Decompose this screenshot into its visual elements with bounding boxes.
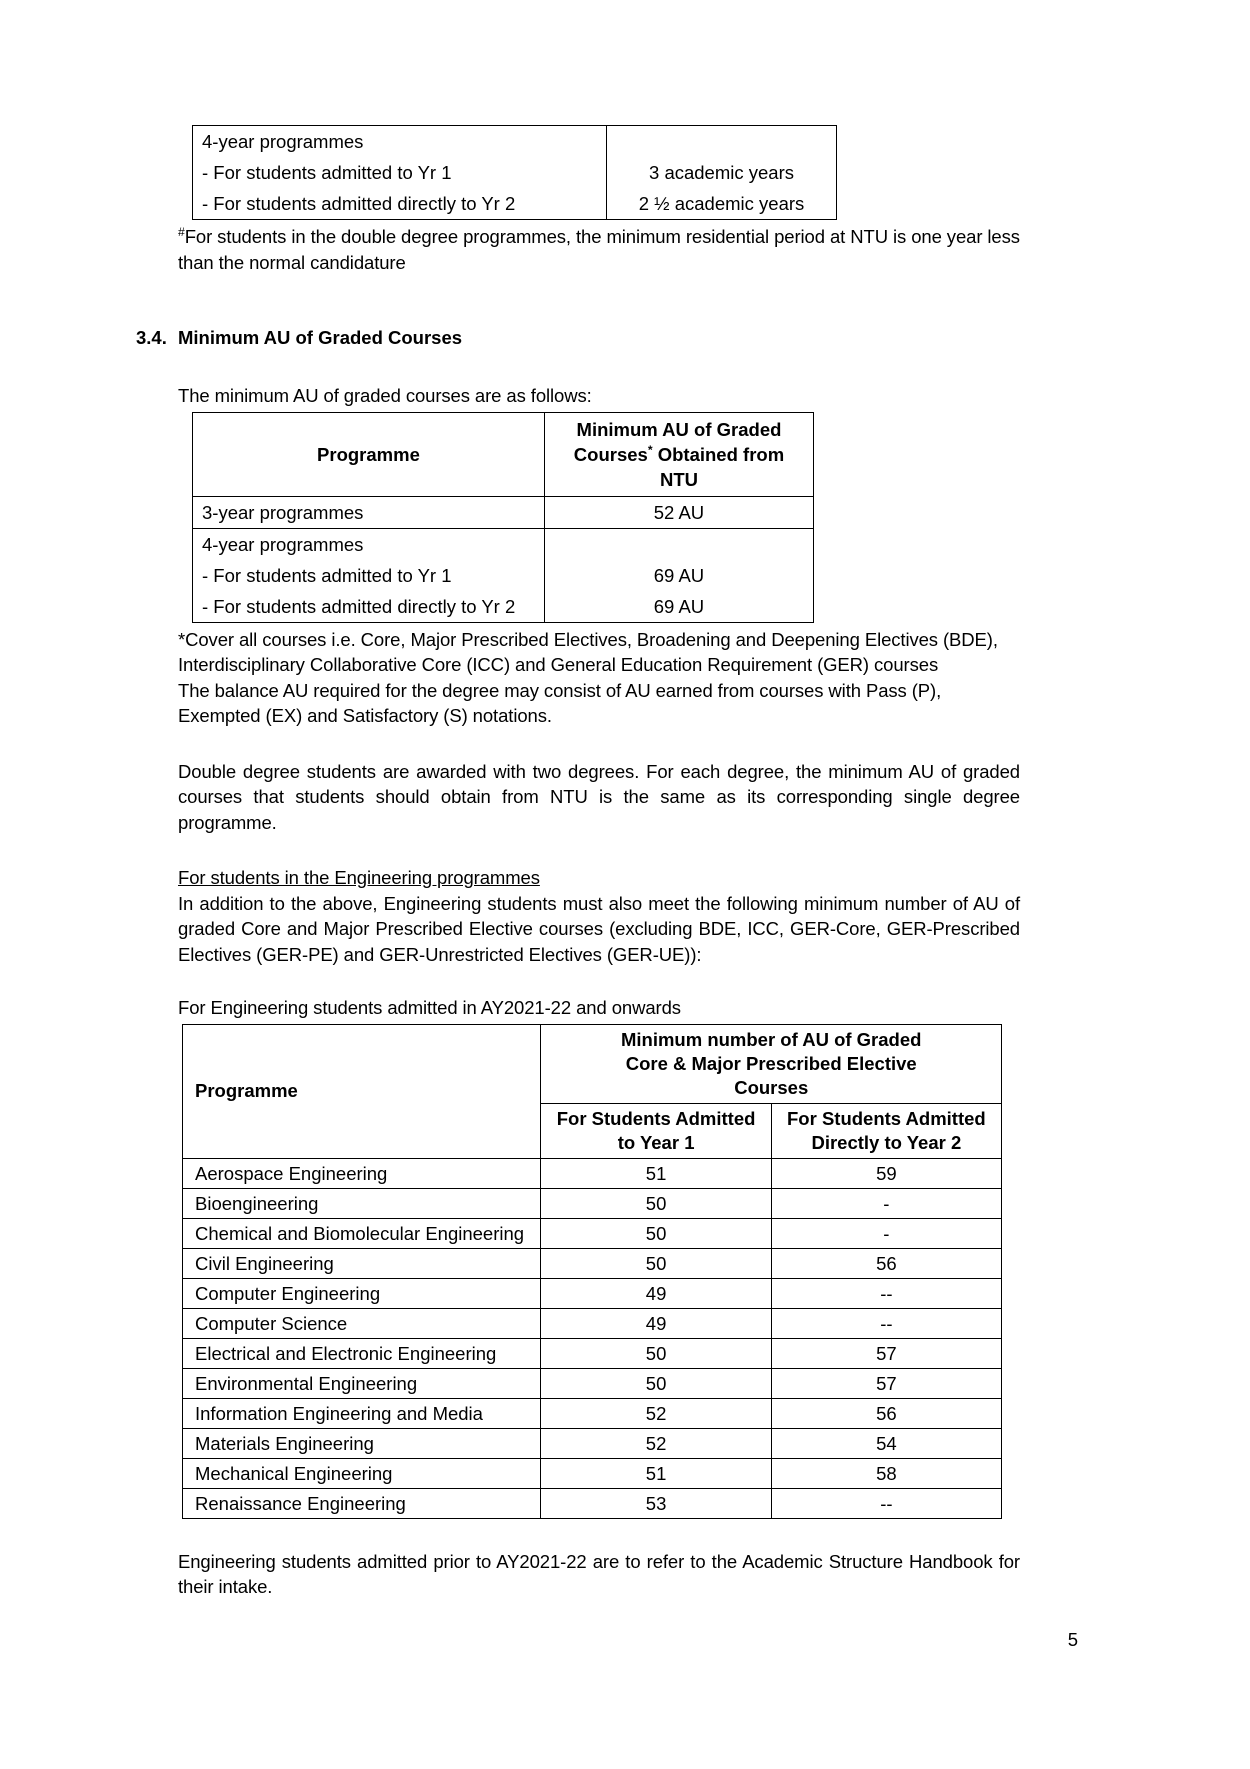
minau-value-0: 52 AU	[544, 496, 813, 528]
engineering-subheading: For students in the Engineering programmes	[178, 867, 540, 888]
table-row	[183, 1338, 1002, 1368]
table-row	[193, 560, 814, 591]
table-row	[183, 1188, 1002, 1218]
eng-programme-4: Computer Engineering	[183, 1278, 541, 1308]
group-header-line1: Minimum number of AU of Graded	[620, 1028, 922, 1050]
year2-header-line2: Directly to Year 2	[811, 1131, 962, 1153]
minau-programme-0: 3-year programmes	[193, 496, 545, 528]
minau-value-1	[544, 528, 813, 560]
table-row	[193, 188, 837, 220]
page-title: Minimum AU of Graded Courses	[178, 327, 463, 348]
eng-programme-11: Renaissance Engineering	[183, 1488, 541, 1518]
asterisk-footnote-line4: Exempted (EX) and Satisfactory (S) notations.	[178, 705, 552, 726]
eng-year2-2: -	[771, 1218, 1001, 1248]
eng-year1-11: 53	[541, 1488, 771, 1518]
table-row	[183, 1248, 1002, 1278]
engineering-table-caption: For Engineering students admitted in AY2021-22 and onwards	[178, 997, 681, 1018]
minau-programme-1: 4-year programmes	[193, 528, 545, 560]
page-number: 5	[1067, 1629, 1078, 1650]
eng-programme-0: Aerospace Engineering	[183, 1158, 541, 1188]
table-row	[193, 496, 814, 528]
eng-programme-2: Chemical and Biomolecular Engineering	[183, 1218, 541, 1248]
eng-year1-9: 52	[541, 1428, 771, 1458]
eng-year2-10: 58	[771, 1458, 1001, 1488]
eng-programme-3: Civil Engineering	[183, 1248, 541, 1278]
residency-period-table	[192, 125, 837, 220]
year2-header-line1: For Students Admitted	[787, 1107, 986, 1129]
residency-value-1: 3 academic years	[607, 157, 837, 188]
table-row	[183, 1428, 1002, 1458]
engineering-table-body	[183, 1158, 1002, 1518]
eng-year1-3: 50	[541, 1248, 771, 1278]
residency-label-1: - For students admitted to Yr 1	[193, 157, 607, 188]
table-row	[183, 1488, 1002, 1518]
asterisk-footnote	[178, 627, 1020, 729]
eng-year1-5: 49	[541, 1308, 771, 1338]
eng-year2-0: 59	[771, 1158, 1001, 1188]
section-intro: The minimum AU of graded courses are as follows:	[178, 385, 592, 406]
eng-year1-2: 50	[541, 1218, 771, 1248]
table-row	[183, 1458, 1002, 1488]
col-header-line2-before: Courses	[573, 443, 648, 465]
eng-programme-8: Information Engineering and Media	[183, 1398, 541, 1428]
table-row	[193, 528, 814, 560]
eng-year2-8: 56	[771, 1398, 1001, 1428]
year1-header-line1: For Students Admitted	[556, 1107, 756, 1129]
col-header-group	[541, 1024, 1002, 1103]
table-row	[183, 1218, 1002, 1248]
table-header-row	[193, 412, 814, 496]
hash-footnote-marker: #	[178, 224, 185, 239]
col-header-year1	[541, 1103, 771, 1158]
table-row	[183, 1368, 1002, 1398]
eng-year2-4: --	[771, 1278, 1001, 1308]
col-header-line2	[553, 442, 805, 492]
table-row	[183, 1398, 1002, 1428]
eng-year1-8: 52	[541, 1398, 771, 1428]
engineering-paragraph: In addition to the above, Engineering students must also meet the following minimum number of AU of graded Core and Major Prescribed Elective courses (excluding BDE, ICC, GER-Core, GER-Prescribed Electives (GER-PE) and GER-Unrestricted Electives (GER-UE)):	[178, 892, 1020, 965]
section-number: 3.4.	[136, 327, 167, 348]
table-row	[183, 1278, 1002, 1308]
minimum-au-table	[192, 412, 814, 623]
col-header-minimum-au	[544, 412, 813, 496]
eng-year1-1: 50	[541, 1188, 771, 1218]
table-row	[193, 126, 837, 158]
eng-programme-7: Environmental Engineering	[183, 1368, 541, 1398]
eng-year2-9: 54	[771, 1428, 1001, 1458]
eng-year1-10: 51	[541, 1458, 771, 1488]
asterisk-footnote-line2: Interdisciplinary Collaborative Core (ICC) and General Education Requirement (GER) courses	[178, 654, 939, 675]
eng-programme-9: Materials Engineering	[183, 1428, 541, 1458]
table-row	[193, 157, 837, 188]
closing-paragraph: Engineering students admitted prior to AY2021-22 are to refer to the Academic Structure Handbook for their intake.	[178, 1550, 1020, 1597]
eng-year2-6: 57	[771, 1338, 1001, 1368]
engineering-au-table	[182, 1024, 1002, 1519]
asterisk-marker: *	[647, 442, 653, 457]
eng-year2-5: --	[771, 1308, 1001, 1338]
col-header-programme: Programme	[183, 1024, 541, 1158]
col-header-line2-after: Obtained from NTU	[652, 443, 785, 490]
table-row	[193, 591, 814, 623]
eng-programme-5: Computer Science	[183, 1308, 541, 1338]
eng-year1-0: 51	[541, 1158, 771, 1188]
residency-value-0	[607, 126, 837, 158]
table-row	[183, 1308, 1002, 1338]
minau-value-3: 69 AU	[544, 591, 813, 623]
minau-programme-3: - For students admitted directly to Yr 2	[193, 591, 545, 623]
col-header-programme: Programme	[193, 412, 545, 496]
group-header-line2: Core & Major Prescribed Elective	[625, 1052, 917, 1074]
double-degree-paragraph: Double degree students are awarded with two degrees. For each degree, the minimum AU of graded courses that students should obtain from NTU is the same as its corresponding single degree programme.	[178, 760, 1020, 833]
page-content	[136, 125, 1020, 1600]
hash-footnote	[178, 224, 1020, 275]
table-row	[183, 1158, 1002, 1188]
residency-label-0: 4-year programmes	[193, 126, 607, 158]
asterisk-footnote-line3: The balance AU required for the degree may consist of AU earned from courses with Pass (P),	[178, 679, 942, 701]
eng-programme-6: Electrical and Electronic Engineering	[183, 1338, 541, 1368]
eng-programme-10: Mechanical Engineering	[183, 1458, 541, 1488]
eng-year2-1: -	[771, 1188, 1001, 1218]
eng-programme-1: Bioengineering	[183, 1188, 541, 1218]
eng-year1-6: 50	[541, 1338, 771, 1368]
group-header-line3: Courses	[734, 1076, 809, 1098]
residency-value-2: 2 ½ academic years	[607, 188, 837, 220]
year1-header-line2: to Year 1	[617, 1131, 695, 1153]
eng-year1-4: 49	[541, 1278, 771, 1308]
col-header-year2	[771, 1103, 1001, 1158]
hash-footnote-text: For students in the double degree programmes, the minimum residential period at NTU is one year less than the normal candidature	[178, 226, 1020, 273]
section-heading	[136, 327, 1020, 349]
eng-year1-7: 50	[541, 1368, 771, 1398]
table-header-row	[183, 1024, 1002, 1103]
asterisk-footnote-line1: *Cover all courses i.e. Core, Major Prescribed Electives, Broadening and Deepening Electives (BDE),	[178, 628, 998, 650]
minau-value-2: 69 AU	[544, 560, 813, 591]
minau-programme-2: - For students admitted to Yr 1	[193, 560, 545, 591]
eng-year2-7: 57	[771, 1368, 1001, 1398]
eng-year2-11: --	[771, 1488, 1001, 1518]
eng-year2-3: 56	[771, 1248, 1001, 1278]
col-header-line1: Minimum AU of Graded	[576, 418, 782, 440]
residency-label-2: - For students admitted directly to Yr 2	[193, 188, 607, 220]
